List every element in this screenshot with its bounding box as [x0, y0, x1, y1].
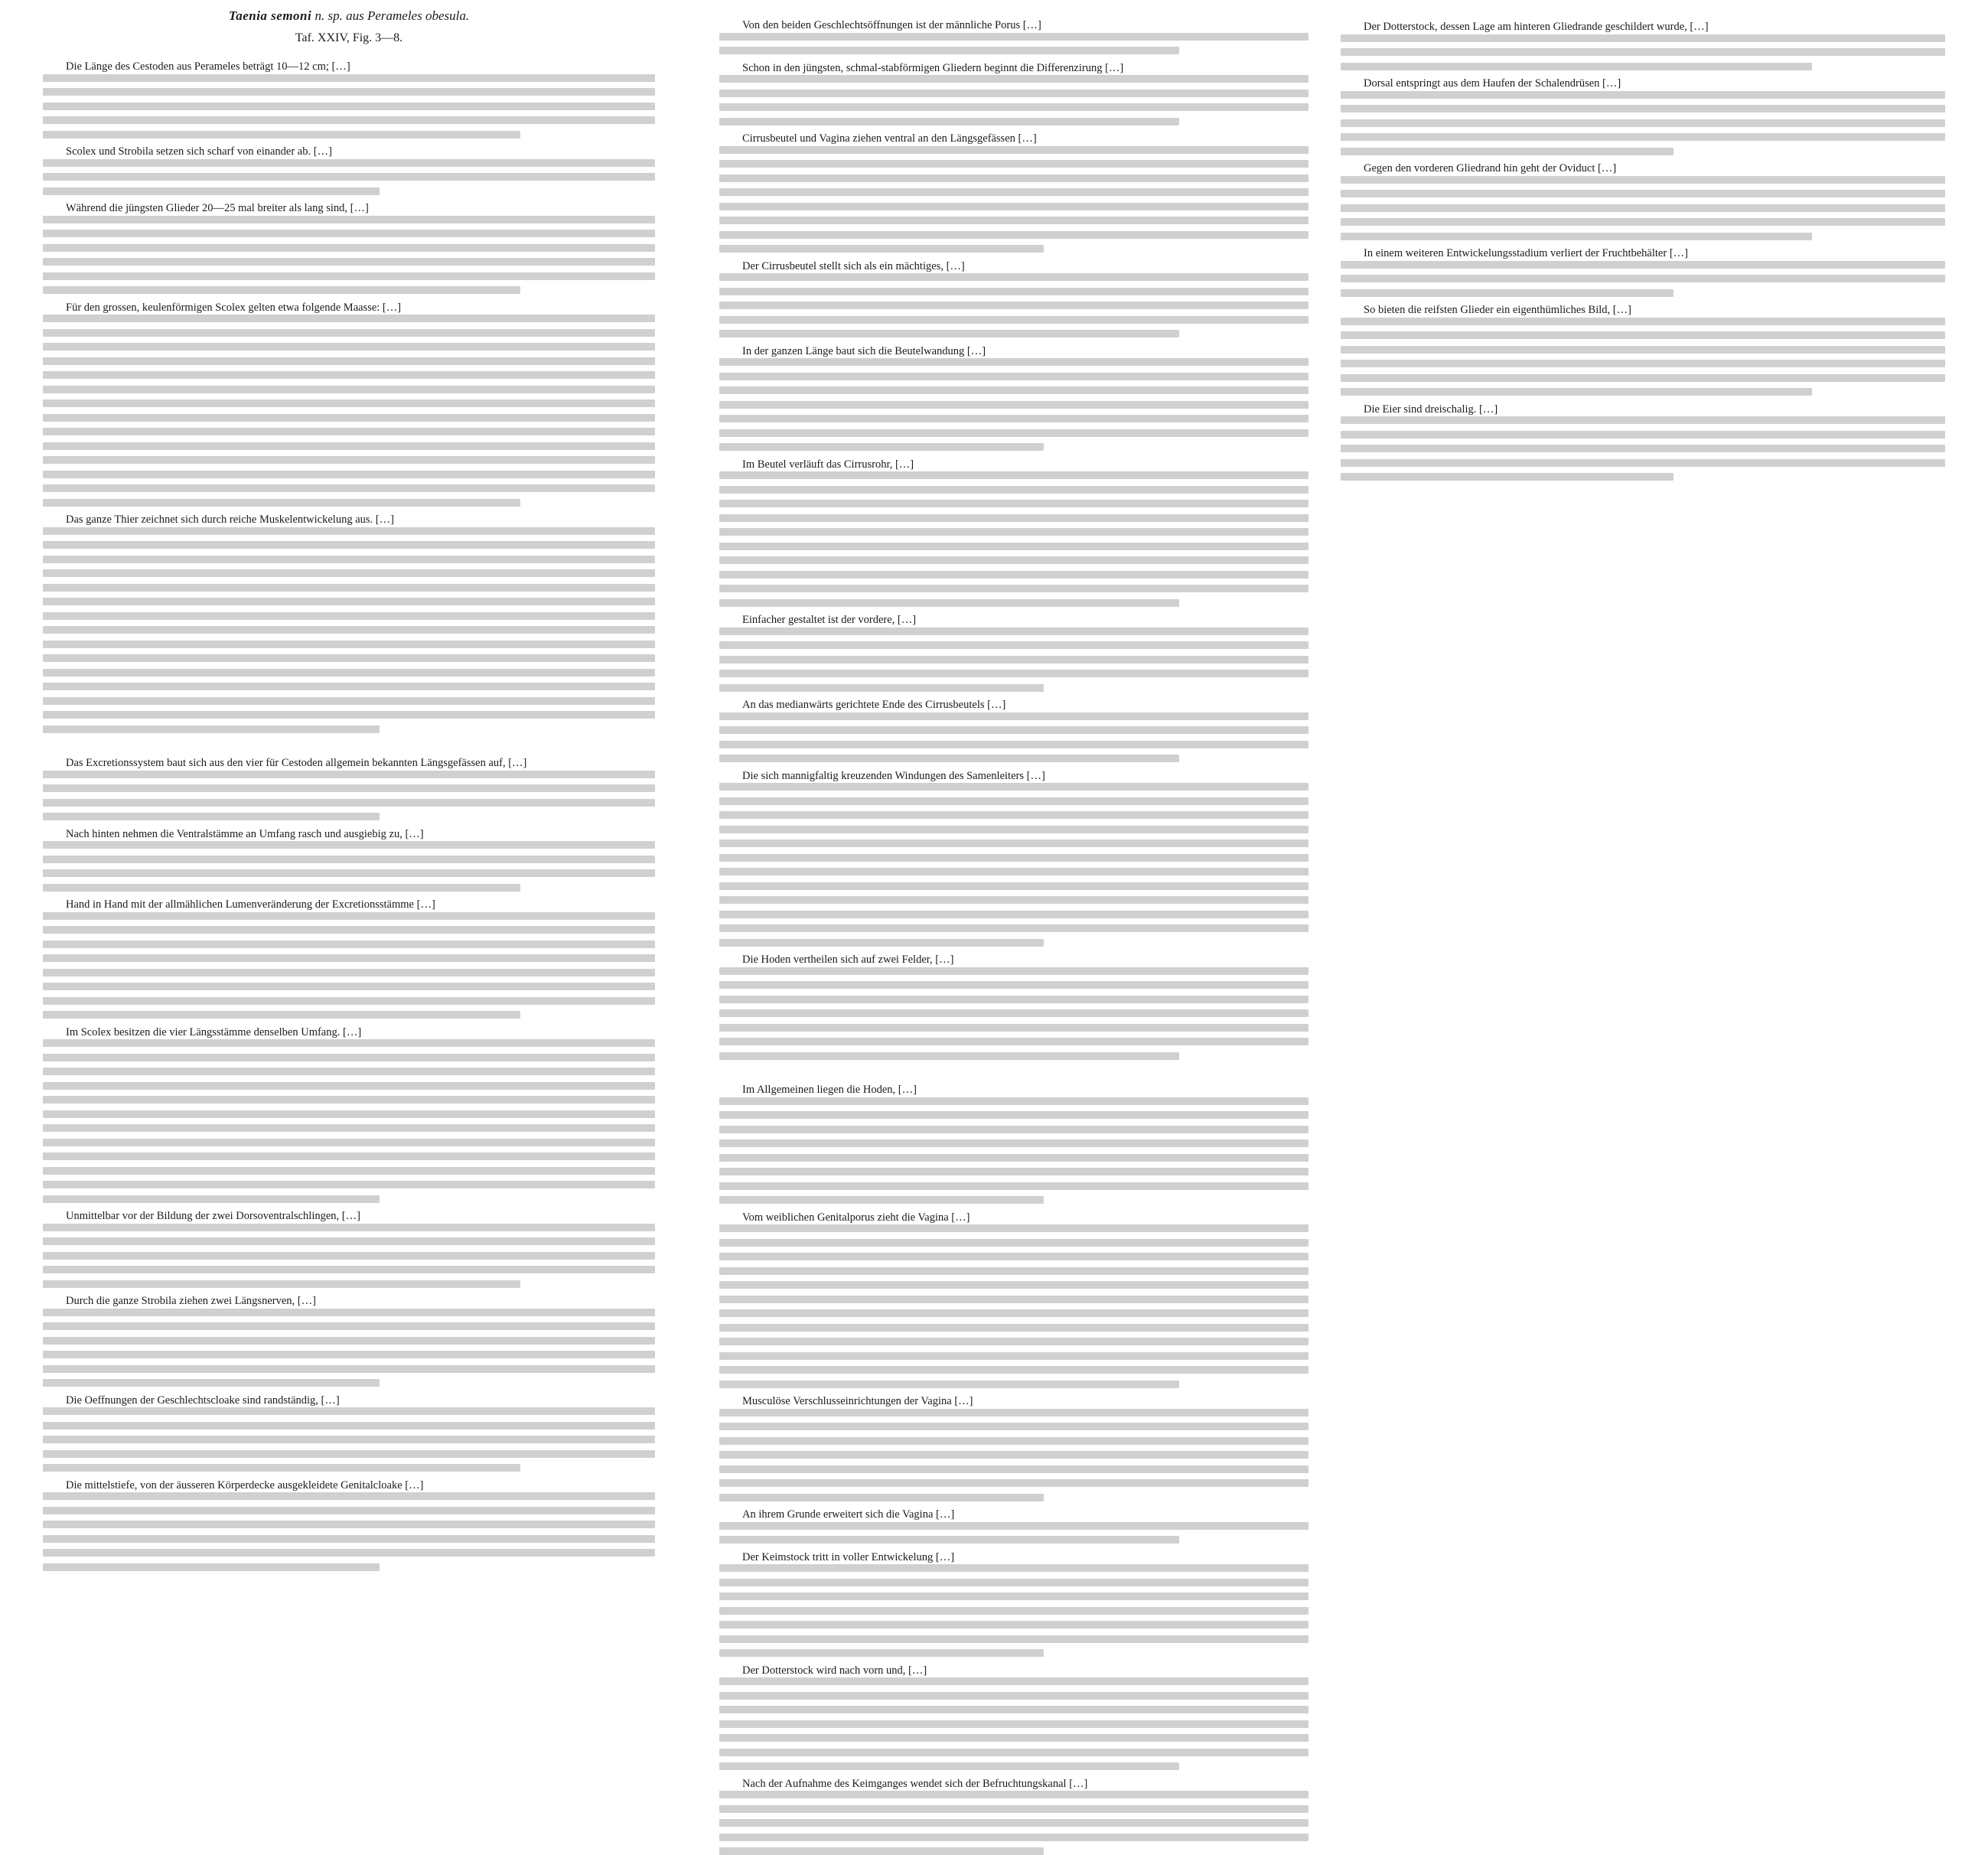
paragraph: Die mittelstiefe, von der äusseren Körperdecke ausgekleidete Genitalcloake […]	[43, 1478, 655, 1571]
paragraph: Die Hoden vertheilen sich auf zwei Felder, […]	[719, 953, 1308, 1060]
paragraph: Cirrusbeutel und Vagina ziehen ventral an den Längsgefässen […]	[719, 132, 1308, 253]
paragraph: Unmittelbar vor der Bildung der zwei Dorsoventralschlingen, […]	[43, 1209, 655, 1288]
paragraph: Während die jüngsten Glieder 20—25 mal breiter als lang sind, […]	[43, 201, 655, 294]
paragraph: Vom weiblichen Genitalporus zieht die Vagina […]	[719, 1211, 1308, 1388]
paragraph: Die Oeffnungen der Geschlechtscloake sind randständig, […]	[43, 1394, 655, 1472]
paragraph: In einem weiteren Entwickelungsstadium verliert der Fruchtbehälter […]	[1341, 246, 1945, 297]
paragraph: Schon in den jüngsten, schmal-stabförmigen Gliedern beginnt die Differenzirung […]	[719, 61, 1308, 126]
paragraph: Im Allgemeinen liegen die Hoden, […]	[719, 1083, 1308, 1204]
paragraph: Für den grossen, keulenförmigen Scolex gelten etwa folgende Maasse: […]	[43, 301, 655, 507]
plate-reference: Taf. XXIV, Fig. 3—8.	[43, 31, 655, 46]
paragraph: Der Dotterstock wird nach vorn und, […]	[719, 1664, 1308, 1771]
paragraph: So bieten die reifsten Glieder ein eigenthümliches Bild, […]	[1341, 303, 1945, 396]
paragraph: Das Excretionssystem baut sich aus den vier für Cestoden allgemein bekannten Längsgefässen auf, […]	[43, 756, 655, 820]
paragraph: Die Länge des Cestoden aus Perameles beträgt 10—12 cm; […]	[43, 60, 655, 139]
middle-column	[719, 18, 1308, 1754]
paragraph: Im Beutel verläuft das Cirrusrohr, […]	[719, 458, 1308, 607]
paragraph: Von den beiden Geschlechtsöffnungen ist der männliche Porus […]	[719, 18, 1308, 54]
paragraph: Das ganze Thier zeichnet sich durch reiche Muskelentwickelung aus. […]	[43, 513, 655, 733]
paragraph: Durch die ganze Strobila ziehen zwei Längsnerven, […]	[43, 1294, 655, 1387]
paragraph: Einfacher gestaltet ist der vordere, […]	[719, 613, 1308, 692]
paragraph: Im Scolex besitzen die vier Längsstämme denselben Umfang. […]	[43, 1025, 655, 1203]
right-column	[1341, 20, 1945, 479]
paragraph: Die Eier sind dreischalig. […]	[1341, 403, 1945, 481]
paragraph: Nach der Aufnahme des Keimganges wendet sich der Befruchtungskanal […]	[719, 1777, 1308, 1855]
paragraph: Dorsal entspringt aus dem Haufen der Schalendrüsen […]	[1341, 77, 1945, 155]
paragraph: Der Cirrusbeutel stellt sich als ein mächtiges, […]	[719, 259, 1308, 338]
paragraph: Scolex und Strobila setzen sich scharf von einander ab. […]	[43, 145, 655, 195]
paragraph: Nach hinten nehmen die Ventralstämme an Umfang rasch und ausgiebig zu, […]	[43, 827, 655, 892]
paragraph: Der Keimstock tritt in voller Entwickelung […]	[719, 1550, 1308, 1658]
paragraph: Musculöse Verschlusseinrichtungen der Vagina […]	[719, 1394, 1308, 1501]
paragraph: Die sich mannigfaltig kreuzenden Windungen des Samenleiters […]	[719, 769, 1308, 947]
paragraph: An ihrem Grunde erweitert sich die Vagina […]	[719, 1508, 1308, 1544]
left-column	[43, 8, 655, 1653]
paragraph: Der Dotterstock, dessen Lage am hinteren Gliedrande geschildert wurde, […]	[1341, 20, 1945, 70]
title-rest: n. sp. aus Perameles obesula.	[314, 8, 469, 23]
article-title	[43, 8, 655, 24]
paragraph: Hand in Hand mit der allmählichen Lumenveränderung der Excretionsstämme […]	[43, 898, 655, 1019]
paragraph: An das medianwärts gerichtete Ende des Cirrusbeutels […]	[719, 698, 1308, 762]
paragraph: In der ganzen Länge baut sich die Beutelwandung […]	[719, 344, 1308, 452]
species-name: Taenia semoni	[229, 8, 311, 23]
paragraph: Gegen den vorderen Gliedrand hin geht der Oviduct […]	[1341, 161, 1945, 240]
